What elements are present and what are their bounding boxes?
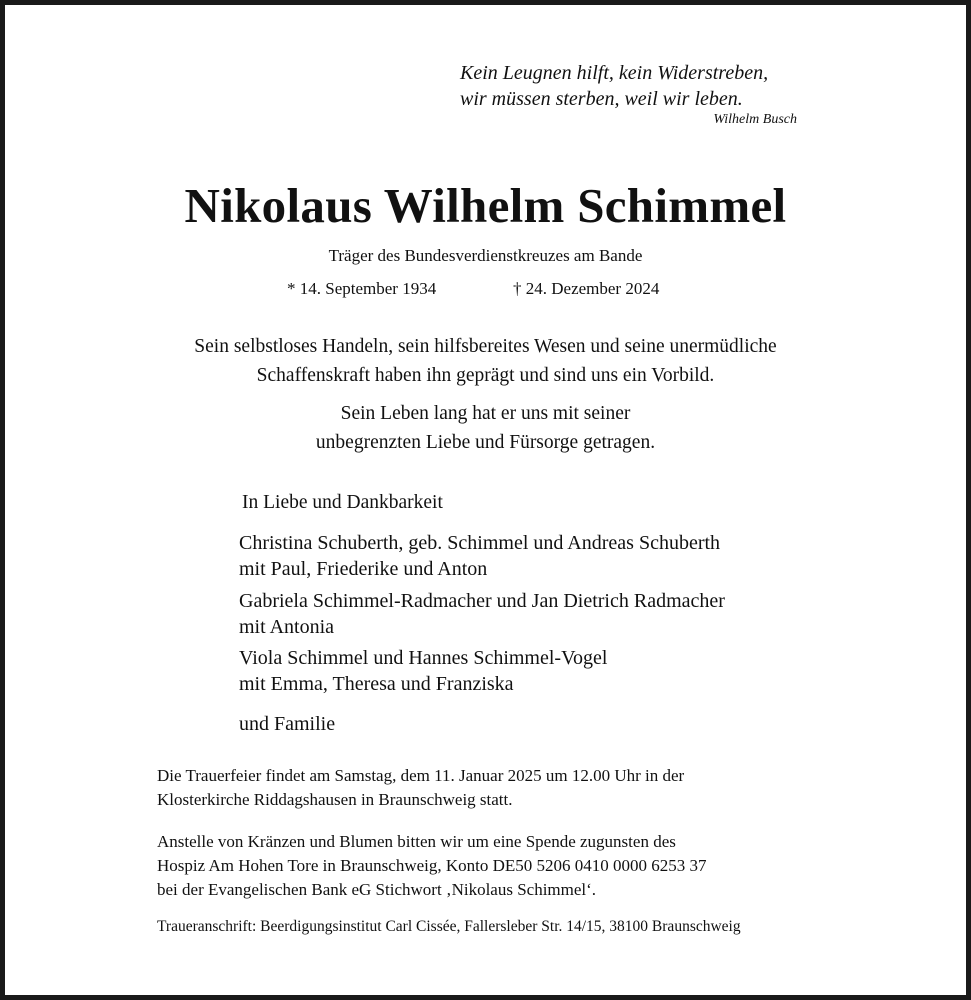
family1-line2: mit Paul, Friederike und Anton xyxy=(239,558,488,580)
donation-line2: Hospiz Am Hohen Tore in Braunschweig, Konto DE50 5206 0410 0000 6253 37 xyxy=(157,856,707,875)
funeral-line1: Die Trauerfeier findet am Samstag, dem 11. Januar 2025 um 12.00 Uhr in der xyxy=(157,766,685,785)
tribute-p1-line2: Schaffenskraft haben ihn geprägt und sind uns ein Vorbild. xyxy=(256,365,715,386)
donation-line3: bei der Evangelischen Bank eG Stichwort ‚Nikolaus Schimmel‘. xyxy=(157,880,597,899)
family2-line1: Gabriela Schimmel-Radmacher und Jan Dietrich Radmacher xyxy=(239,590,725,612)
birth-date: * 14. September 1934 xyxy=(287,279,437,298)
death-date: † 24. Dezember 2024 xyxy=(513,279,660,298)
donation-line1: Anstelle von Kränzen und Blumen bitten wir um eine Spende zugunsten des xyxy=(157,832,676,851)
family3-line2: mit Emma, Theresa und Franziska xyxy=(239,673,514,695)
honor-line: Träger des Bundesverdienstkreuzes am Bande xyxy=(328,246,643,265)
mourners-intro: In Liebe und Dankbarkeit xyxy=(242,492,443,513)
family-closing: und Familie xyxy=(239,713,336,735)
tribute-p2-line1: Sein Leben lang hat er uns mit seiner xyxy=(340,403,631,424)
family3-line1: Viola Schimmel und Hannes Schimmel-Vogel xyxy=(239,647,608,669)
family2-line2: mit Antonia xyxy=(239,616,334,638)
deceased-name: Nikolaus Wilhelm Schimmel xyxy=(184,178,787,233)
quote-author: Wilhelm Busch xyxy=(713,112,797,127)
quote-line-2: wir müssen sterben, weil wir leben. xyxy=(460,88,743,110)
mourning-address: Traueranschrift: Beerdigungsinstitut Carl Cissée, Fallersleber Str. 14/15, 38100 Braunschweig xyxy=(157,918,741,935)
tribute-p2-line2: unbegrenzten Liebe und Fürsorge getragen. xyxy=(315,432,656,453)
family1-line1: Christina Schuberth, geb. Schimmel und Andreas Schuberth xyxy=(239,532,721,554)
quote-line-1: Kein Leugnen hilft, kein Widerstreben, xyxy=(460,62,769,84)
funeral-line2: Klosterkirche Riddagshausen in Braunschweig statt. xyxy=(157,790,513,809)
tribute-p1-line1: Sein selbstloses Handeln, sein hilfsbereites Wesen und seine unermüdliche xyxy=(194,336,777,357)
